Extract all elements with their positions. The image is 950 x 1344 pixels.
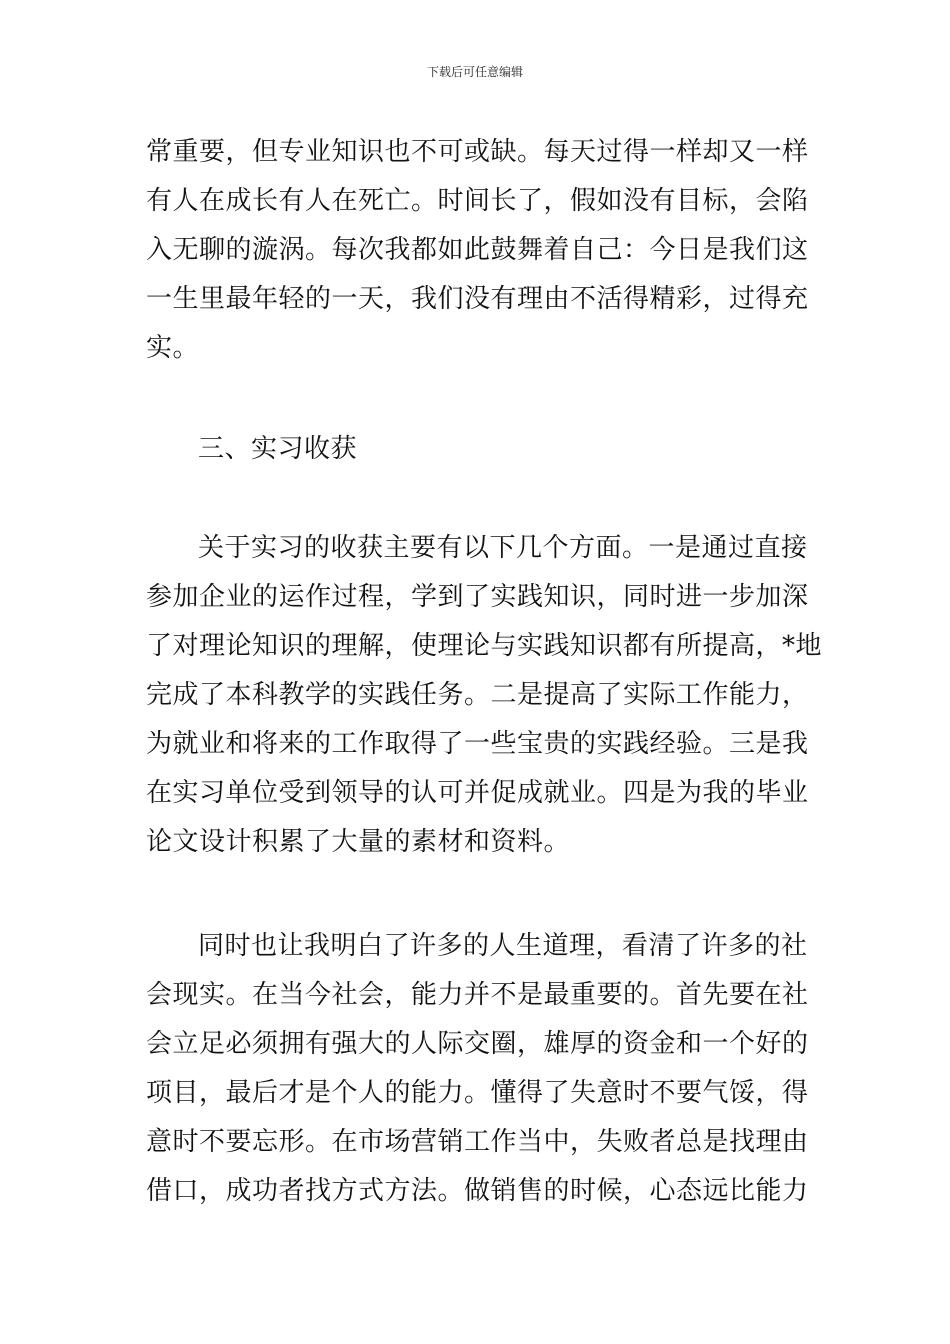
text-line: 了对理论知识的理解，使理论与实践知识都有所提高，*地 [146, 631, 823, 661]
section-heading [146, 425, 808, 474]
paragraph-1 [146, 128, 808, 373]
text-line: 完成了本科教学的实践任务。二是提高了实际工作能力， [146, 680, 809, 710]
page-header: 下载后可任意编辑 [426, 65, 523, 79]
text-line: 常重要，但专业知识也不可或缺。每天过得一样却又一样 [146, 137, 809, 167]
section-heading-text: 三、实习收获 [198, 434, 358, 464]
text-line: 入无聊的漩涡。每次我都如此鼓舞着自己：今日是我们这 [146, 235, 809, 265]
text-line: 同时也让我明白了许多的人生道理，看清了许多的社 [198, 931, 808, 961]
text-line: 意时不要忘形。在市场营销工作当中，失败者总是找理由 [146, 1127, 809, 1157]
text-line: 在实习单位受到领导的认可并促成就业。四是为我的毕业 [146, 778, 809, 808]
text-line: 实。 [146, 333, 200, 363]
paragraph-2 [146, 524, 823, 867]
text-line: 项目，最后才是个人的能力。懂得了失意时不要气馁，得 [146, 1078, 809, 1108]
text-line: 参加企业的运作过程，学到了实践知识，同时进一步加深 [146, 582, 809, 612]
text-line: 为就业和将来的工作取得了一些宝贵的实践经验。三是我 [146, 729, 809, 759]
text-line: 会立足必须拥有强大的人际交圈，雄厚的资金和一个好的 [146, 1029, 809, 1059]
text-line: 会现实。在当今社会，能力并不是最重要的。首先要在社 [146, 980, 809, 1010]
paragraph-3 [146, 922, 808, 1216]
text-line: 借口，成功者找方式方法。做销售的时候，心态远比能力 [146, 1176, 809, 1206]
text-line: 关于实习的收获主要有以下几个方面。一是通过直接 [198, 533, 808, 563]
text-line: 论文设计积累了大量的素材和资料。 [146, 827, 571, 857]
text-line: 有人在成长有人在死亡。时间长了，假如没有目标，会陷 [146, 186, 809, 216]
text-line: 一生里最年轻的一天，我们没有理由不活得精彩，过得充 [146, 284, 809, 314]
